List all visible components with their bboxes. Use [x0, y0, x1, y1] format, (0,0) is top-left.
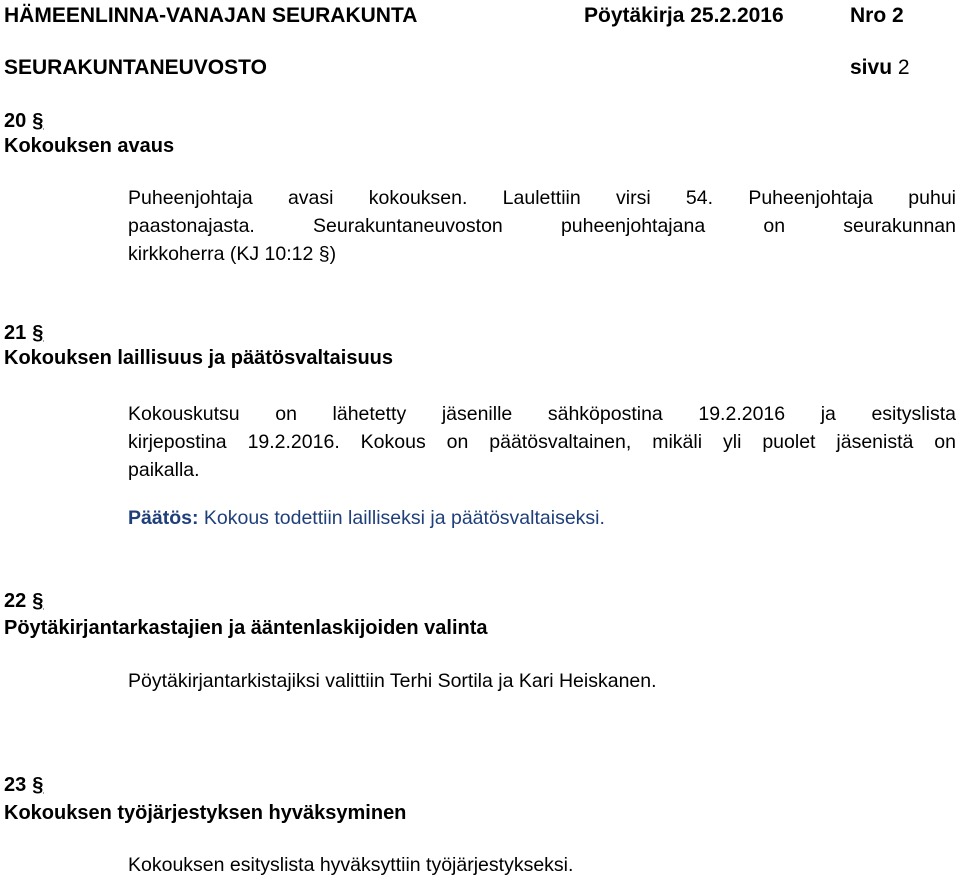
section-number-22: [4, 590, 43, 613]
section-body-22: Pöytäkirjantarkistajiksi valittiin Terhi Sortila ja Kari Heiskanen.: [128, 670, 657, 692]
section-title-21: Kokouksen laillisuus ja päätösvaltaisuus: [4, 347, 394, 369]
section-body-21: [128, 400, 956, 484]
section-title-22: Pöytäkirjantarkastajien ja ääntenlaskijoiden valinta: [4, 617, 488, 639]
section-number: 20: [4, 110, 27, 132]
header-page: [850, 56, 910, 80]
section-symbol: §: [32, 110, 44, 132]
header-nro-label: Nro: [850, 4, 887, 27]
header-doc-date: 25.2.2016: [690, 4, 784, 27]
section-number-21: [4, 322, 43, 345]
body-line: kirkkoherra (KJ 10:12 §): [128, 243, 337, 265]
section-number: 22: [4, 590, 27, 612]
body-line: paikalla.: [128, 459, 200, 481]
body-line: Kokouskutsu on lähetetty jäsenille sähköpostina 19.2.2016 ja esityslista: [128, 403, 956, 425]
section-title-20: Kokouksen avaus: [4, 135, 175, 157]
header-nro: [850, 4, 904, 28]
section-body-20: [128, 184, 956, 268]
header-org: HÄMEENLINNA-VANAJAN SEURAKUNTA: [4, 4, 418, 27]
header-page-label: sivu: [850, 56, 893, 79]
section-symbol: §: [32, 322, 44, 344]
section-symbol: §: [32, 590, 44, 612]
header-body-name: SEURAKUNTANEUVOSTO: [4, 56, 267, 79]
section-symbol: §: [32, 774, 44, 796]
header-page-value: 2: [897, 56, 910, 79]
section-title-23: Kokouksen työjärjestyksen hyväksyminen: [4, 802, 407, 824]
section-number-20: [4, 110, 43, 133]
body-line: Puheenjohtaja avasi kokouksen. Laulettiin virsi 54. Puheenjohtaja puhui: [128, 187, 956, 209]
section-number-23: [4, 774, 43, 797]
decision-21: [128, 507, 605, 530]
header-nro-value: 2: [892, 4, 904, 27]
section-number: 21: [4, 322, 27, 344]
header-doc-label: Pöytäkirja: [584, 4, 685, 27]
section-number: 23: [4, 774, 27, 796]
decision-label: Päätös:: [128, 507, 199, 529]
header-doc-title: [584, 4, 784, 28]
body-line: kirjepostina 19.2.2016. Kokous on päätösvaltainen, mikäli yli puolet jäsenistä on: [128, 431, 956, 453]
decision-text: Kokous todettiin lailliseksi ja päätösvaltaiseksi.: [203, 507, 605, 529]
section-body-23: Kokouksen esityslista hyväksyttiin työjärjestykseksi.: [128, 854, 574, 876]
body-line: paastonajasta. Seurakuntaneuvoston puheenjohtajana on seurakunnan: [128, 215, 956, 237]
